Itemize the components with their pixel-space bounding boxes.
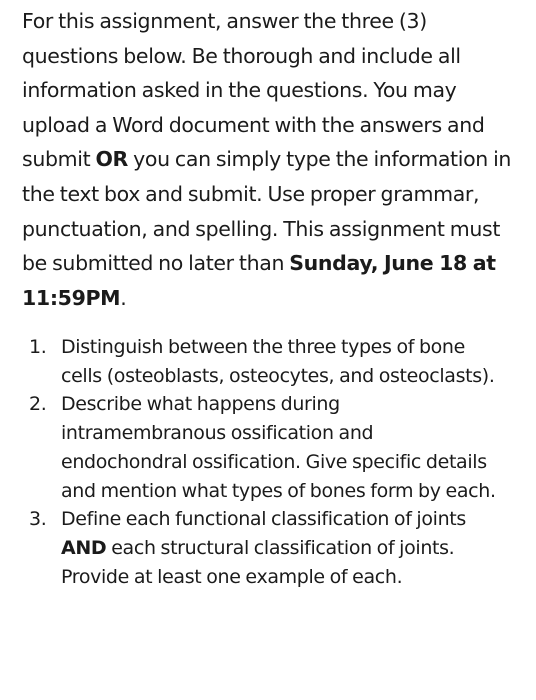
question-number: 2. (29, 393, 47, 416)
question-number: 3. (29, 508, 47, 531)
assignment-instructions (22, 4, 522, 315)
question-number: 1. (29, 336, 47, 358)
question-text-before: Define each functional classification of joints (61, 508, 466, 531)
question-item-1 (29, 333, 501, 390)
question-text-after: each structural classification of joints. Provide at least one example of each. (61, 536, 455, 588)
instructions-text-1: For this assignment, answer the three (3) questions below. Be thorough and include all information asked in the questions. You may upload a Word document with the answers and submit (22, 9, 485, 172)
due-date: Sunday, June 18 at 11:59PM (22, 251, 496, 310)
question-list (29, 333, 501, 591)
question-item-2 (29, 390, 501, 505)
question-text: Distinguish between the three types of bone cells (osteoblasts, osteocytes, and osteoclasts). (61, 336, 495, 387)
question-text: Describe what happens during intramembranous ossification and endochondral ossification. Give specific details and mention what types of bones form by each. (61, 393, 496, 502)
instructions-text-3: . (120, 285, 127, 310)
question-item-3 (29, 505, 501, 591)
question-emphasis-and: AND (61, 536, 107, 559)
instructions-text-2: you can simply type the information in the text box and submit. Use proper grammar, punctuation, and spelling. This assignment must be submitted no later than (22, 147, 512, 276)
assignment-document (22, 4, 522, 315)
instructions-emphasis-or: OR (95, 147, 128, 172)
